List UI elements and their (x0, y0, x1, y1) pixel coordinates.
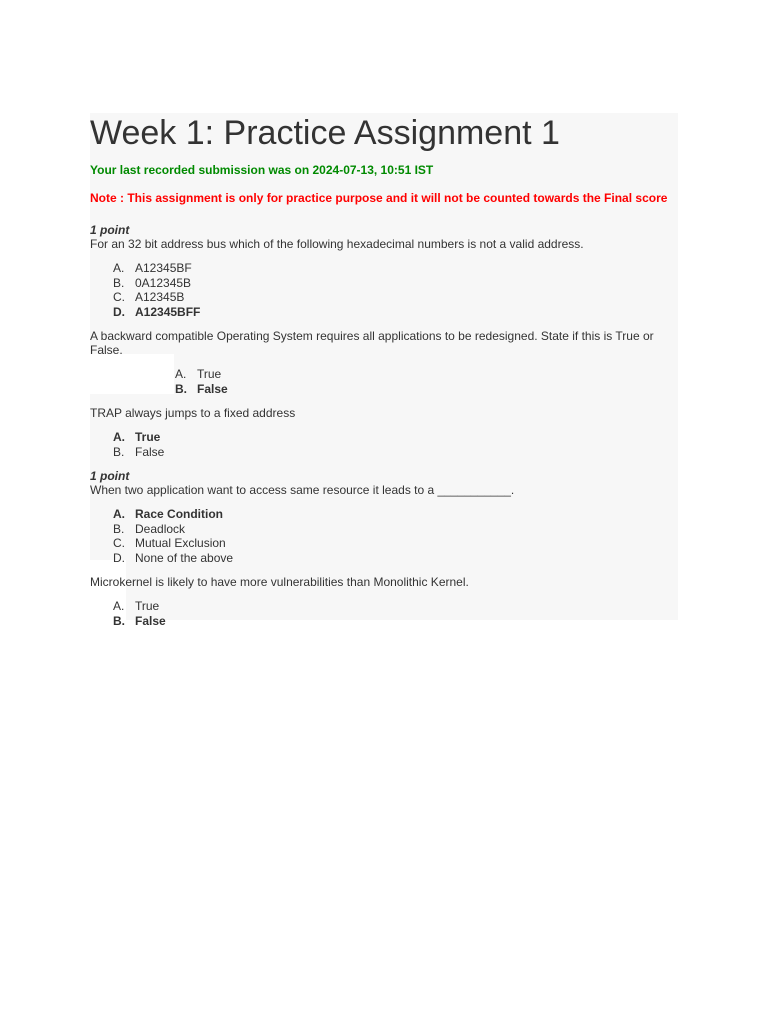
options-list (90, 507, 678, 565)
option-text: 0A12345B (135, 275, 192, 290)
option-item (90, 522, 678, 537)
question-text: A backward compatible Operating System requires all applications to be redesigned. State if this is True or False. (90, 329, 654, 357)
option-letter: C. (113, 290, 125, 304)
option-text: True (135, 430, 161, 444)
option-text: True (197, 367, 222, 381)
question-block (90, 406, 678, 459)
option-item (90, 261, 678, 276)
option-letter: D. (113, 304, 125, 319)
option-letter: C. (113, 536, 125, 550)
option-item-correct (90, 305, 678, 320)
option-letter: A. (113, 261, 125, 275)
options-list (90, 599, 678, 628)
option-letter: B. (113, 521, 125, 536)
option-item (90, 536, 678, 551)
question-block (90, 469, 678, 565)
page-title: Week 1: Practice Assignment 1 (90, 114, 560, 152)
option-letter: B. (175, 381, 187, 396)
options-list (90, 430, 678, 459)
option-letter: A. (113, 599, 125, 613)
option-text: False (135, 613, 166, 628)
options-list (90, 261, 678, 319)
option-item (90, 599, 678, 614)
option-item (90, 445, 678, 460)
option-text: A12345BF (135, 261, 192, 275)
option-letter: A. (175, 367, 187, 381)
practice-note: Note : This assignment is only for practice purpose and it will not be counted towards the Final score (90, 191, 668, 205)
option-text: A12345BFF (135, 304, 201, 319)
option-text: Race Condition (135, 507, 224, 521)
option-item-correct (90, 614, 678, 629)
option-text: False (135, 444, 165, 459)
option-letter: B. (113, 444, 125, 459)
question-block (90, 329, 678, 396)
option-text: True (135, 599, 160, 613)
option-item (90, 276, 678, 291)
question-points: 1 point (90, 223, 130, 237)
assignment-content (90, 113, 678, 628)
option-text: A12345B (135, 290, 185, 304)
option-item-correct (90, 430, 678, 445)
option-letter: B. (113, 613, 125, 628)
option-item (90, 290, 678, 305)
question-points: 1 point (90, 469, 130, 483)
option-letter: B. (113, 275, 125, 290)
options-list (90, 367, 678, 396)
option-text: Deadlock (135, 521, 186, 536)
option-text: None of the above (135, 550, 234, 565)
question-block (90, 223, 678, 319)
option-letter: D. (113, 550, 125, 565)
question-text: Microkernel is likely to have more vulnerabilities than Monolithic Kernel. (90, 575, 469, 589)
option-text: Mutual Exclusion (135, 536, 226, 550)
question-block (90, 575, 678, 628)
submission-status: Your last recorded submission was on 2024-07-13, 10:51 IST (90, 163, 434, 177)
option-text: False (197, 381, 228, 396)
option-item-correct (90, 382, 678, 397)
question-text: TRAP always jumps to a fixed address (90, 406, 296, 420)
option-item-correct (90, 507, 678, 522)
option-letter: A. (113, 507, 125, 521)
question-text: When two application want to access same resource it leads to a ___________. (90, 483, 515, 497)
option-item (90, 367, 678, 382)
option-letter: A. (113, 430, 125, 444)
question-text: For an 32 bit address bus which of the following hexadecimal numbers is not a valid address. (90, 237, 584, 251)
option-item (90, 551, 678, 566)
